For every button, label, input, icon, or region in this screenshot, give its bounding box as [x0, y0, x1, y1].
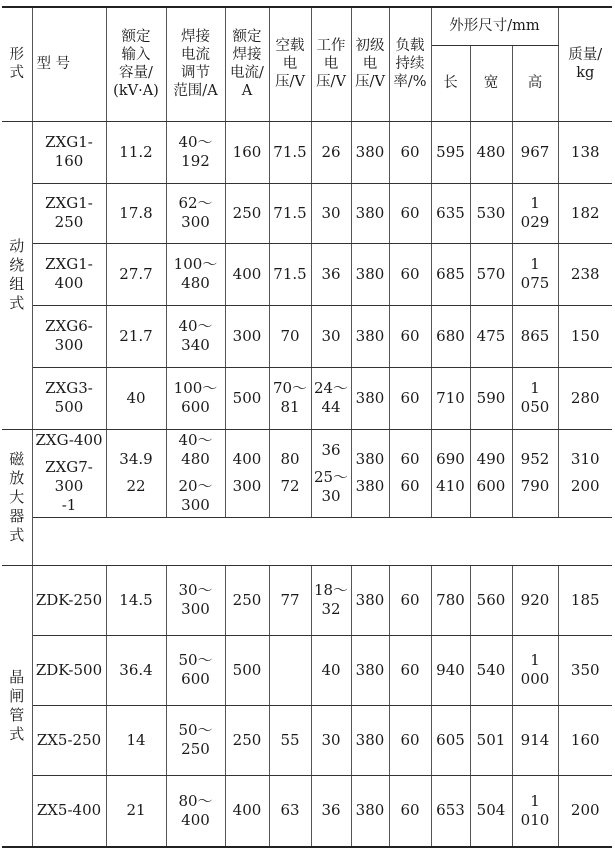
cell-primary-pair [351, 429, 389, 517]
cell-model: ZXG1-160 [32, 121, 106, 183]
cell-mass: 200 [570, 477, 600, 495]
cell-noload: 70 [269, 305, 311, 367]
cell-model: ZDK-250 [32, 565, 106, 635]
cell-mass: 185 [558, 565, 612, 635]
cell-length: 690 [436, 450, 465, 468]
cell-width: 600 [476, 477, 506, 495]
cell-mass: 182 [558, 183, 612, 243]
cell-length: 780 [431, 565, 470, 635]
table-row [2, 305, 612, 367]
table-row [2, 367, 612, 429]
cell-mass: 200 [558, 775, 612, 847]
group-label-thyristor: 晶 闸 管 式 [2, 565, 32, 847]
cell-work-pair: 36 25～ 30 [311, 429, 351, 517]
cell-width: 504 [470, 775, 512, 847]
cell-capacity: 21 [106, 775, 166, 847]
table-row [2, 183, 612, 243]
cell-work: 18～ 32 [311, 565, 351, 635]
header-form-line2: 式 [9, 65, 24, 82]
cell-mass: 150 [558, 305, 612, 367]
cell-duty: 60 [389, 565, 431, 635]
cell-width: 540 [470, 635, 512, 705]
cell-length: 410 [436, 477, 465, 495]
cell-mass: 310 [570, 450, 600, 468]
header-work-voltage: 工作 电 压/V [311, 7, 351, 121]
cell-rated: 300 [232, 477, 262, 495]
header-form-line1: 形 [9, 47, 24, 64]
cell-width-pair [470, 429, 512, 517]
cell-capacity-pair [106, 429, 166, 517]
cell-work: 36 [311, 243, 351, 305]
cell-height: 920 [512, 565, 558, 635]
cell-mass: 238 [558, 243, 612, 305]
cell-noload: 71.5 [269, 121, 311, 183]
cell-work: 30 [311, 705, 351, 775]
cell-work: 30 [311, 305, 351, 367]
cell-model: ZXG-400 [35, 431, 103, 449]
header-length: 长 [431, 45, 470, 121]
cell-capacity: 11.2 [106, 121, 166, 183]
cell-work: 36 [321, 440, 341, 459]
cell-length: 595 [431, 121, 470, 183]
welding-rectifier-spec-table [2, 6, 612, 848]
cell-work: 30 [311, 183, 351, 243]
cell-model-line2: -1 [61, 496, 77, 514]
table-body [2, 121, 612, 847]
cell-mass: 280 [558, 367, 612, 429]
cell-width: 480 [470, 121, 512, 183]
cell-rated: 400 [225, 243, 269, 305]
cell-range: 80～ 400 [166, 775, 225, 847]
cell-length: 635 [431, 183, 470, 243]
header-row-top [2, 7, 612, 45]
cell-range: 40～ 340 [166, 305, 225, 367]
magnetic-group-spacer [32, 517, 612, 565]
cell-width: 490 [476, 450, 506, 468]
cell-noload-pair [269, 429, 311, 517]
cell-primary: 380 [351, 121, 389, 183]
cell-range: 40～ 192 [166, 121, 225, 183]
header-rated-current: 额定 焊接 电流/ A [225, 7, 269, 121]
table-row [2, 775, 612, 847]
header-width: 宽 [470, 45, 512, 121]
cell-primary: 380 [351, 775, 389, 847]
cell-range-pair: 40～ 480 20～ 300 [166, 429, 225, 517]
cell-noload: 80 [280, 450, 300, 468]
table-row [2, 121, 612, 183]
header-primary-voltage: 初级 电 压/V [351, 7, 389, 121]
cell-height: 865 [512, 305, 558, 367]
cell-work: 26 [311, 121, 351, 183]
cell-rated: 400 [225, 775, 269, 847]
cell-primary: 380 [351, 183, 389, 243]
cell-duty: 60 [389, 243, 431, 305]
group-label-dynamic-winding: 动 绕 组 式 [2, 121, 32, 429]
cell-model: ZXG1-250 [32, 183, 106, 243]
cell-primary: 380 [351, 305, 389, 367]
header-model: 型 号 [32, 7, 106, 121]
header-dimensions: 外形尺寸/mm [431, 7, 558, 45]
cell-model-pair [32, 429, 106, 517]
cell-primary: 380 [351, 635, 389, 705]
cell-width: 501 [470, 705, 512, 775]
cell-height: 1 029 [512, 183, 558, 243]
cell-length-pair [431, 429, 470, 517]
cell-primary: 380 [351, 565, 389, 635]
cell-duty: 60 [389, 775, 431, 847]
cell-model: ZXG1-400 [32, 243, 106, 305]
table-row [2, 635, 612, 705]
cell-noload: 71.5 [269, 183, 311, 243]
cell-model: ZXG3-500 [32, 367, 106, 429]
cell-capacity: 17.8 [106, 183, 166, 243]
group-label-magnetic-amplifier: 磁 放 大 器 式 [2, 429, 32, 565]
cell-noload: 63 [269, 775, 311, 847]
cell-noload: 71.5 [269, 243, 311, 305]
cell-length: 710 [431, 367, 470, 429]
cell-range: 50～ 600 [166, 635, 225, 705]
cell-primary: 380 [355, 450, 385, 468]
cell-model: ZDK-500 [32, 635, 106, 705]
cell-length: 653 [431, 775, 470, 847]
cell-range: 30～ 300 [166, 565, 225, 635]
cell-height-pair [512, 429, 558, 517]
cell-capacity: 21.7 [106, 305, 166, 367]
table-row [2, 429, 612, 517]
cell-height: 914 [512, 705, 558, 775]
cell-rated: 160 [225, 121, 269, 183]
cell-noload: 72 [280, 477, 300, 495]
cell-noload: 70～ 81 [269, 367, 311, 429]
header-duty-cycle: 负载 持续 率/% [389, 7, 431, 121]
cell-duty: 60 [400, 477, 420, 495]
cell-height: 1 050 [512, 367, 558, 429]
cell-noload [269, 635, 311, 705]
cell-range: 62～ 300 [166, 183, 225, 243]
cell-range: 100～ 600 [166, 367, 225, 429]
cell-rated: 250 [225, 183, 269, 243]
cell-duty: 60 [389, 705, 431, 775]
cell-rated: 300 [225, 305, 269, 367]
header-input-capacity: 额定 输入 容量/ (kV·A) [106, 7, 166, 121]
cell-range: 50～ 250 [166, 705, 225, 775]
cell-model: ZX5-250 [32, 705, 106, 775]
cell-capacity: 27.7 [106, 243, 166, 305]
cell-mass: 138 [558, 121, 612, 183]
table-row [2, 243, 612, 305]
cell-width: 475 [470, 305, 512, 367]
table-row [2, 705, 612, 775]
cell-height: 1 000 [512, 635, 558, 705]
cell-length: 680 [431, 305, 470, 367]
cell-mass: 160 [558, 705, 612, 775]
cell-work: 40 [311, 635, 351, 705]
cell-duty: 60 [389, 635, 431, 705]
cell-capacity: 14 [106, 705, 166, 775]
cell-rated-pair [225, 429, 269, 517]
cell-mass-pair [558, 429, 612, 517]
header-height: 高 [512, 45, 558, 121]
cell-capacity: 34.9 [119, 450, 153, 468]
cell-width: 570 [470, 243, 512, 305]
cell-height: 952 [520, 450, 550, 468]
cell-duty: 60 [389, 367, 431, 429]
cell-rated: 500 [225, 635, 269, 705]
cell-height: 967 [512, 121, 558, 183]
cell-duty: 60 [389, 121, 431, 183]
cell-rated: 250 [225, 565, 269, 635]
cell-capacity: 14.5 [106, 565, 166, 635]
cell-length: 605 [431, 705, 470, 775]
cell-width: 560 [470, 565, 512, 635]
cell-duty: 60 [400, 450, 420, 468]
cell-range: 100～ 480 [166, 243, 225, 305]
header-no-load-voltage: 空载 电 压/V [269, 7, 311, 121]
cell-height: 790 [520, 477, 550, 495]
cell-duty: 60 [389, 305, 431, 367]
cell-noload: 77 [269, 565, 311, 635]
cell-height: 1 010 [512, 775, 558, 847]
cell-length: 940 [431, 635, 470, 705]
cell-width: 530 [470, 183, 512, 243]
cell-duty-pair [389, 429, 431, 517]
cell-primary: 380 [351, 367, 389, 429]
cell-work: 24～ 44 [311, 367, 351, 429]
cell-length: 685 [431, 243, 470, 305]
header-current-range: 焊接 电流 调节 范围/A [166, 7, 225, 121]
cell-primary: 380 [351, 705, 389, 775]
table-row-spacer [2, 517, 612, 565]
cell-model: ZX5-400 [32, 775, 106, 847]
cell-capacity: 40 [106, 367, 166, 429]
header-form [2, 7, 32, 121]
header-mass: 质量/ kg [558, 7, 612, 121]
cell-primary: 380 [351, 243, 389, 305]
cell-noload: 55 [269, 705, 311, 775]
cell-height: 1 075 [512, 243, 558, 305]
cell-width: 590 [470, 367, 512, 429]
cell-rated: 500 [225, 367, 269, 429]
cell-primary: 380 [355, 477, 385, 495]
cell-capacity: 36.4 [106, 635, 166, 705]
cell-capacity: 22 [126, 477, 146, 495]
table-row [2, 565, 612, 635]
cell-model: ZXG6-300 [32, 305, 106, 367]
cell-rated: 250 [225, 705, 269, 775]
cell-mass: 350 [558, 635, 612, 705]
cell-model-line1: ZXG7-300 [45, 458, 93, 495]
cell-rated: 400 [232, 450, 262, 468]
cell-duty: 60 [389, 183, 431, 243]
cell-work: 36 [311, 775, 351, 847]
